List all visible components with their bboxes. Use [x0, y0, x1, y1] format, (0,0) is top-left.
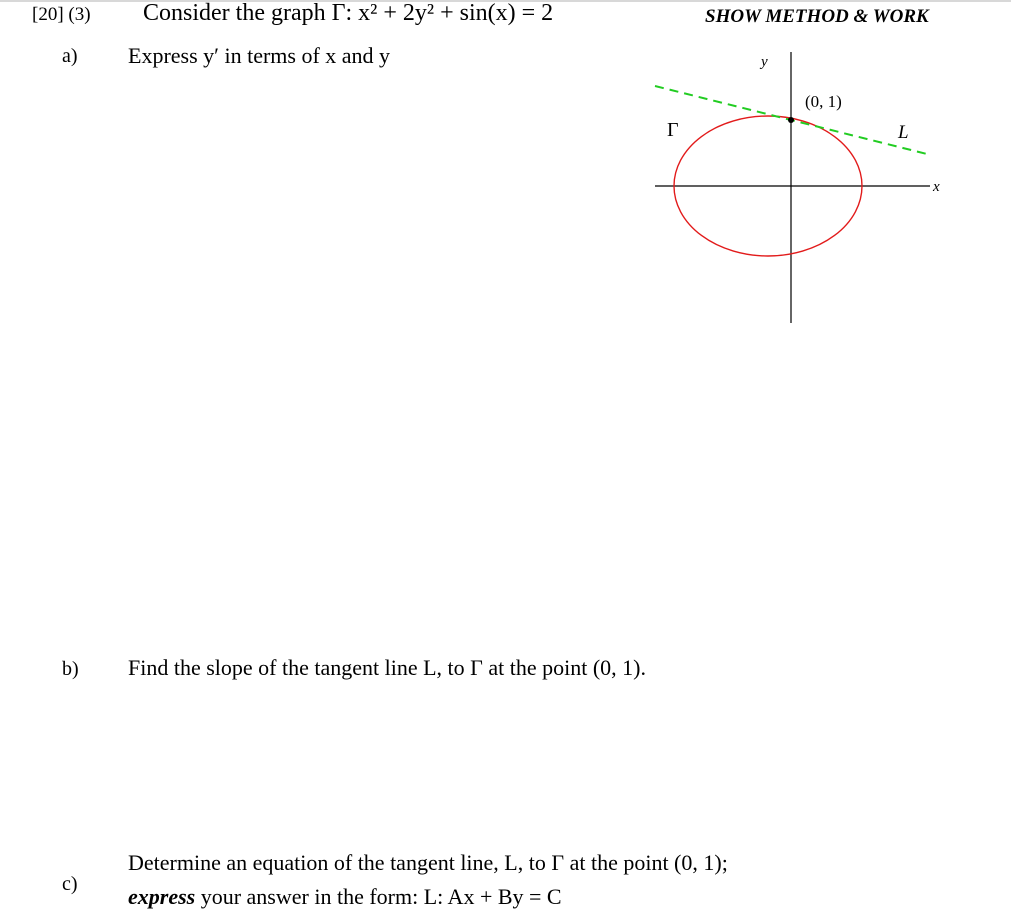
x-axis-label: x — [933, 179, 940, 195]
part-c-label: c) — [62, 873, 78, 895]
part-c-instruction-rest: your answer in the form: L: Ax + By = C — [195, 884, 562, 909]
tangent-label: L — [898, 122, 909, 143]
part-c-question: Determine an equation of the tangent line, L, to Γ at the point (0, 1); — [128, 850, 728, 875]
part-a-question: Express y′ in terms of x and y — [128, 43, 391, 68]
problem-statement: Consider the graph Γ: x² + 2y² + sin(x) = 2 — [143, 0, 554, 26]
part-b-label: b) — [62, 658, 79, 680]
part-b-question: Find the slope of the tangent line L, to Γ at the point (0, 1). — [128, 655, 647, 680]
part-c-emphasis: express — [128, 884, 196, 909]
curve-label: Γ — [667, 119, 679, 141]
show-work-instruction: SHOW METHOD & WORK — [705, 6, 929, 27]
tangent-point — [788, 117, 794, 123]
graph-figure — [640, 40, 940, 330]
part-a-label: a) — [62, 45, 78, 67]
point-label: (0, 1) — [805, 92, 842, 111]
y-axis-label: y — [761, 54, 768, 70]
marks-label: [20] (3) — [32, 4, 91, 25]
part-c-instruction — [128, 884, 562, 910]
